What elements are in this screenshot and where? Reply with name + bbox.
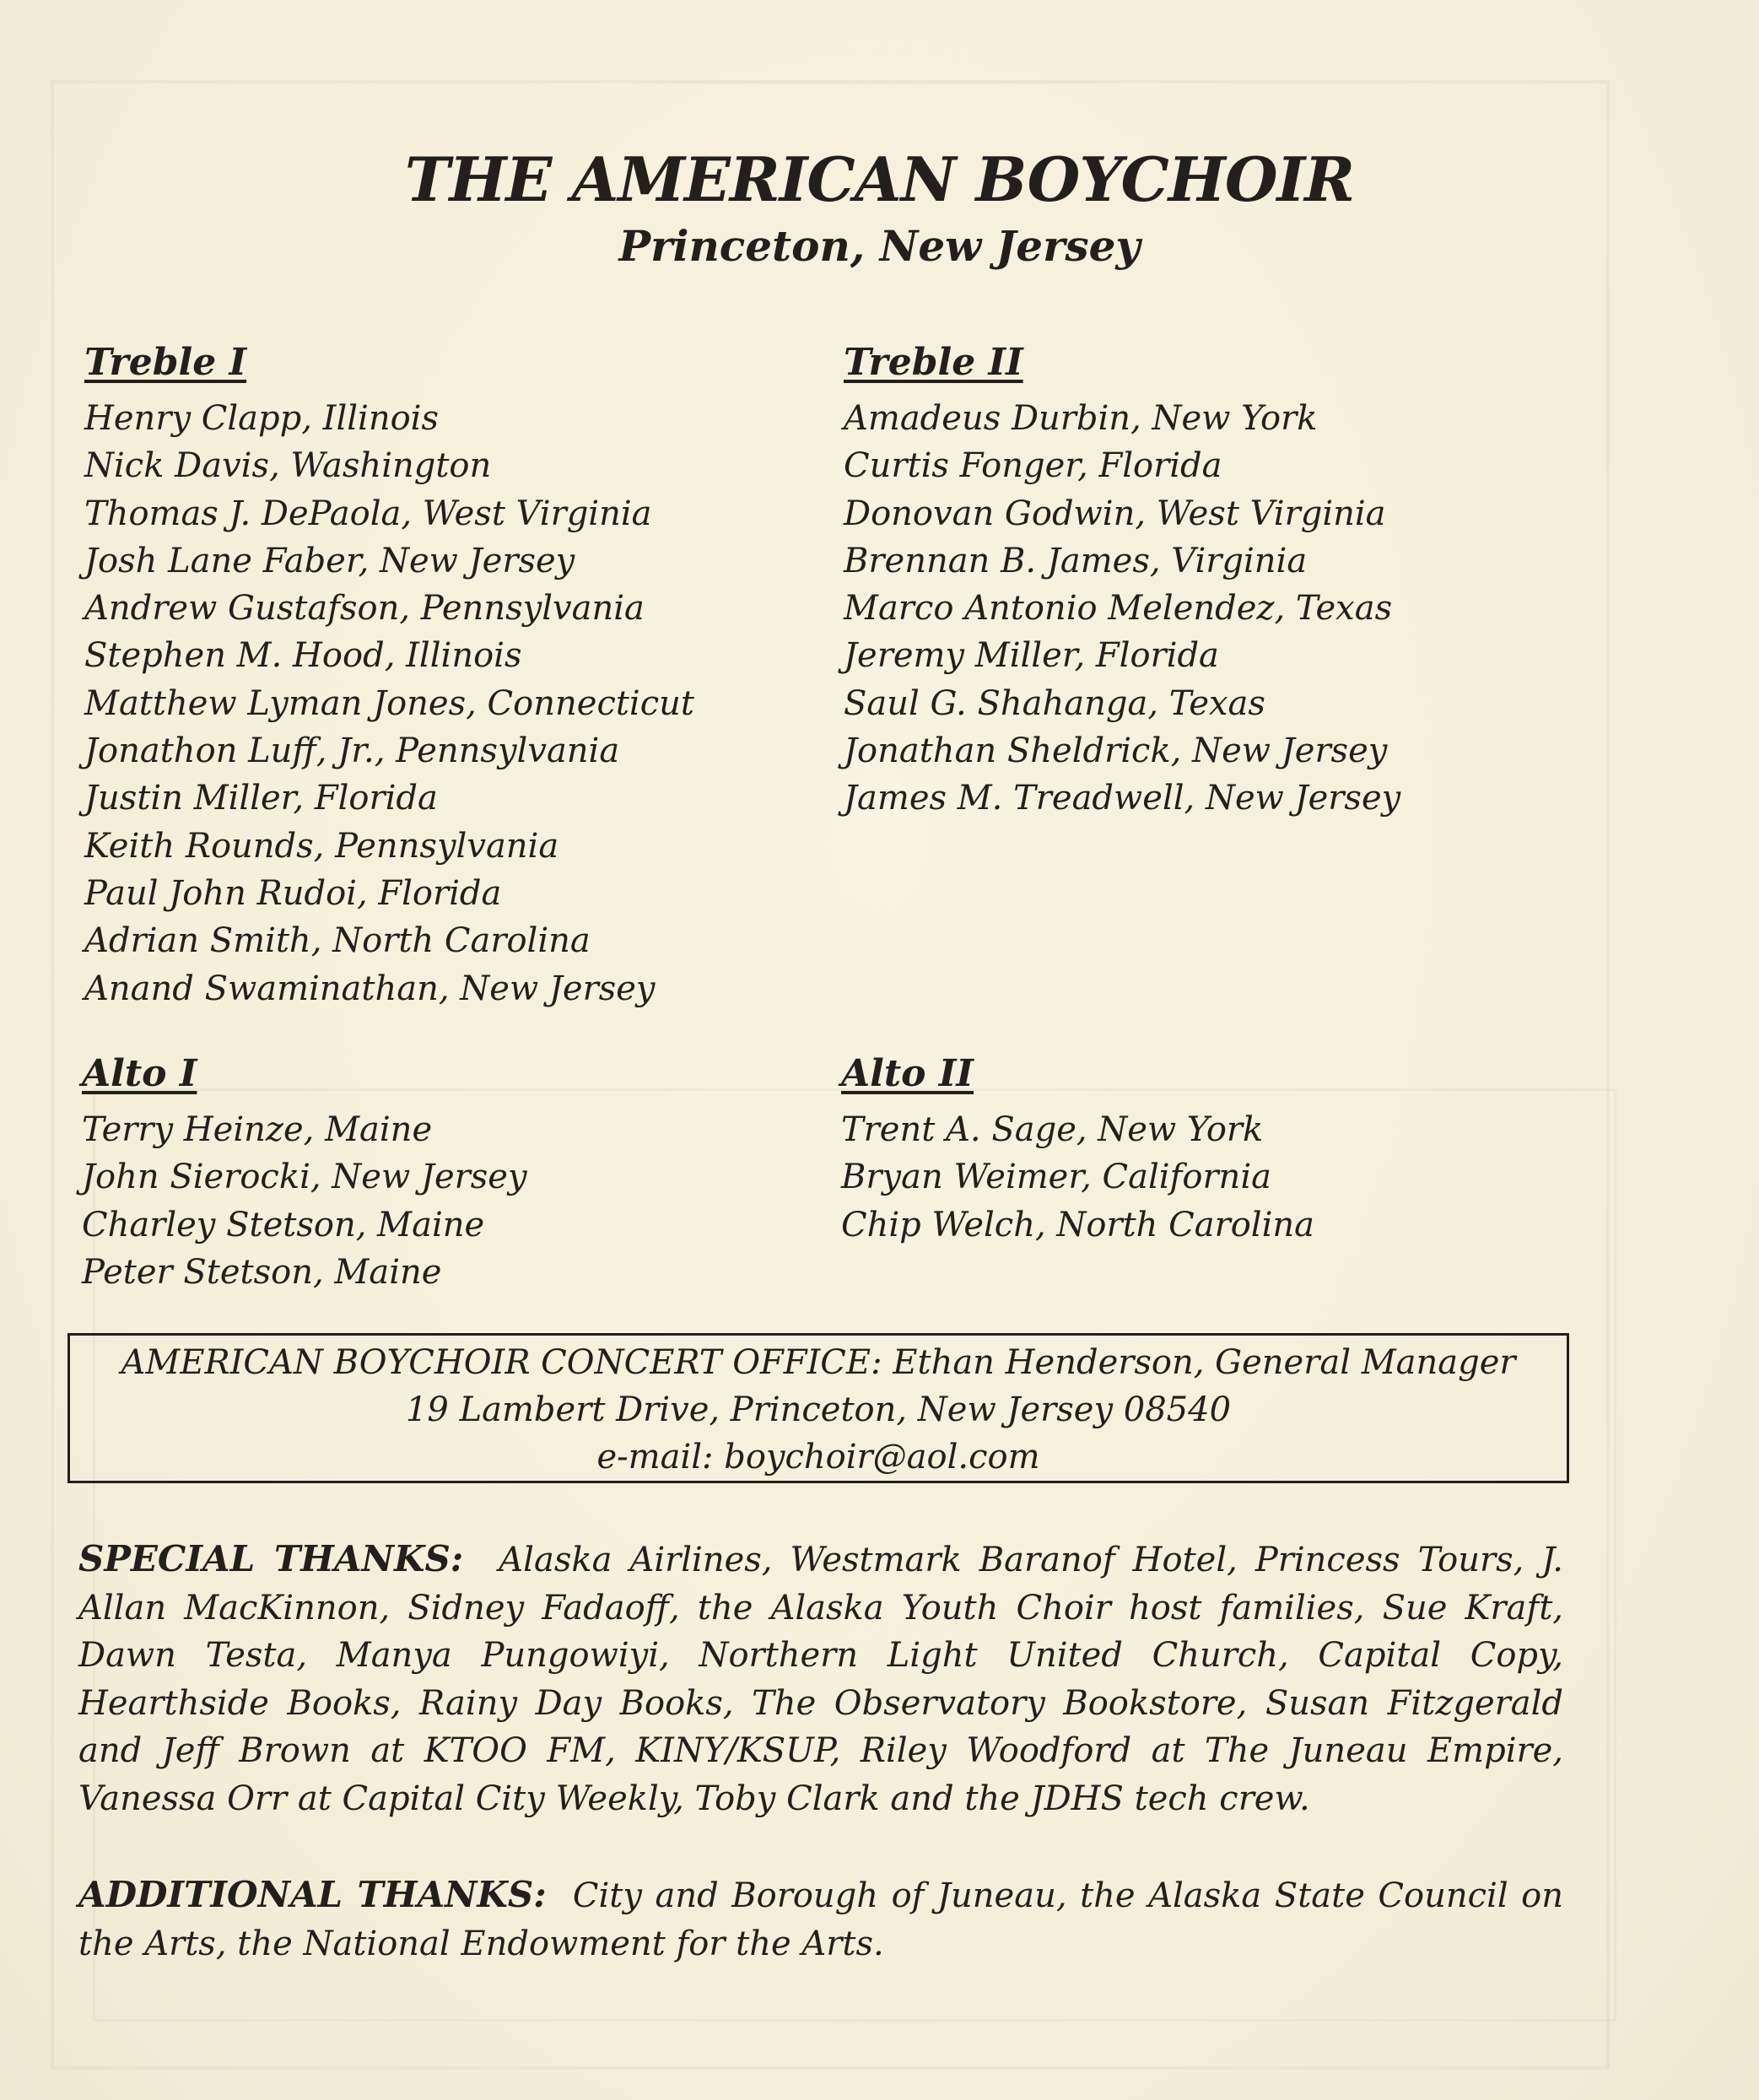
section-alto-1	[82, 1049, 527, 1296]
member-name: Stephen M. Hood, Illinois	[84, 636, 522, 676]
member-name: Marco Antonio Melendez, Texas	[844, 589, 1393, 629]
section-heading: Treble I	[84, 341, 247, 384]
member-name: Charley Stetson, Maine	[82, 1205, 485, 1244]
member-name: Nick Davis, Washington	[84, 446, 492, 486]
section-alto-2	[841, 1049, 1314, 1249]
member-name: Chip Welch, North Carolina	[841, 1205, 1314, 1244]
section-heading: Alto II	[841, 1052, 974, 1095]
additional-thanks-label: ADDITIONAL THANKS:	[78, 1874, 547, 1915]
section-treble-1	[84, 337, 694, 1012]
office-address-line: 19 Lambert Drive, Princeton, New Jersey 08540	[405, 1390, 1232, 1429]
member-list	[844, 395, 1400, 823]
member-name: Peter Stetson, Maine	[82, 1252, 442, 1292]
member-name: Terry Heinze, Maine	[82, 1110, 433, 1149]
member-name: Brennan B. James, Virginia	[844, 541, 1308, 580]
page-title: THE AMERICAN BOYCHOIR	[404, 143, 1355, 215]
office-manager-line: AMERICAN BOYCHOIR CONCERT OFFICE: Ethan Henderson, General Manager	[121, 1343, 1516, 1382]
member-name: John Sierocki, New Jersey	[82, 1158, 527, 1197]
member-name: Amadeus Durbin, New York	[844, 399, 1318, 438]
member-list	[84, 395, 694, 1012]
section-heading: Alto I	[82, 1052, 197, 1095]
member-name: Donovan Godwin, West Virginia	[844, 494, 1386, 533]
member-name: Curtis Fonger, Florida	[844, 446, 1222, 486]
member-name: Keith Rounds, Pennsylvania	[84, 826, 559, 866]
member-name: Matthew Lyman Jones, Connecticut	[84, 683, 694, 723]
member-name: Saul G. Shahanga, Texas	[844, 683, 1265, 723]
member-name: Thomas J. DePaola, West Virginia	[84, 494, 652, 533]
member-name: Adrian Smith, North Carolina	[84, 921, 591, 961]
member-name: Henry Clapp, Illinois	[84, 399, 439, 438]
member-name: Andrew Gustafson, Pennsylvania	[84, 589, 645, 629]
member-name: Trent A. Sage, New York	[841, 1110, 1264, 1149]
member-name: Jonathan Sheldrick, New Jersey	[844, 731, 1388, 771]
section-treble-2	[844, 337, 1400, 823]
special-thanks	[78, 1536, 1563, 1822]
office-email-line: e-mail: boychoir@aol.com	[596, 1438, 1040, 1476]
additional-thanks-text: City and Borough of Juneau, the Alaska State Council on the Arts, the National Endowment for the Arts.	[78, 1876, 1563, 1963]
member-name: Josh Lane Faber, New Jersey	[84, 541, 575, 580]
special-thanks-text: Alaska Airlines, Westmark Baranof Hotel, Princess Tours, J. Allan MacKinnon, Sidney Fadaoff, the Alaska Youth Choir host families, Sue Kraft, Dawn Testa, Manya Pungowiyi, Northern Light United Church, Capital Copy, Hearthside Books, Rainy Day Books, The Observatory Bookstore, Susan Fitzgerald and Jeff Brown at KTOO FM, KINY/KSUP, Riley Woodford at The Juneau Empire, Vanessa Orr at Capital City Weekly, Toby Clark and the JDHS tech crew.	[78, 1541, 1563, 1818]
special-thanks-label: SPECIAL THANKS:	[78, 1538, 464, 1579]
member-list	[82, 1106, 527, 1296]
member-name: Paul John Rudoi, Florida	[84, 873, 502, 913]
page-subtitle: Princeton, New Jersey	[618, 221, 1141, 271]
additional-thanks	[78, 1871, 1563, 1968]
member-name: James M. Treadwell, New Jersey	[844, 779, 1401, 818]
member-name: Anand Swaminathan, New Jersey	[84, 969, 656, 1008]
member-name: Bryan Weimer, California	[841, 1158, 1271, 1197]
member-name: Jeremy Miller, Florida	[844, 636, 1219, 676]
concert-office-box	[67, 1333, 1569, 1483]
section-heading: Treble II	[844, 341, 1023, 384]
member-list	[841, 1106, 1314, 1249]
member-name: Justin Miller, Florida	[84, 779, 438, 818]
member-name: Jonathon Luff, Jr., Pennsylvania	[84, 731, 620, 771]
